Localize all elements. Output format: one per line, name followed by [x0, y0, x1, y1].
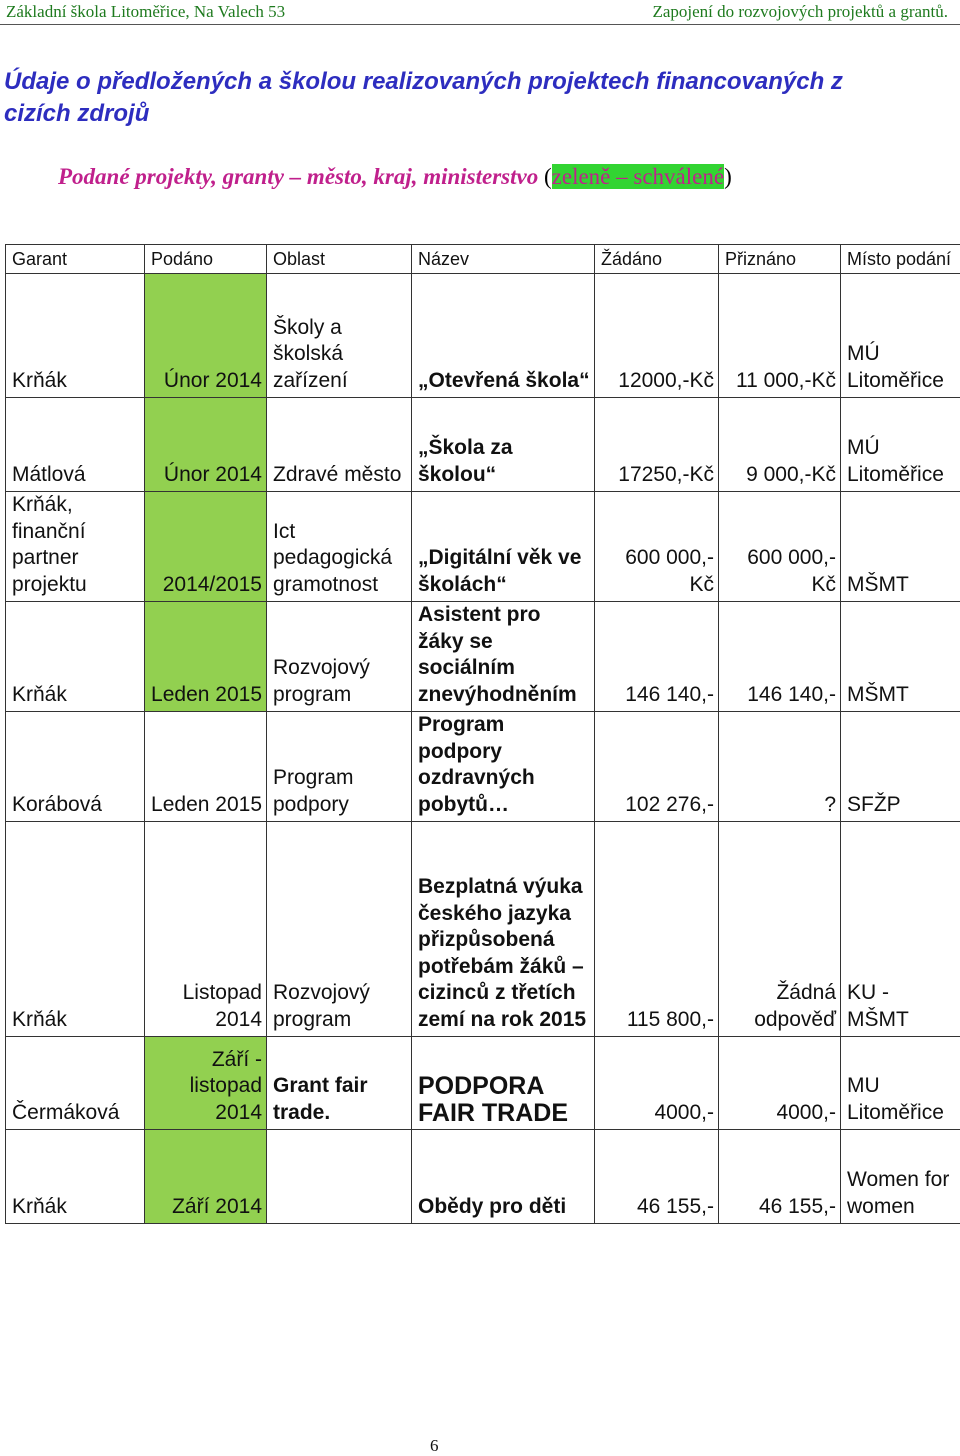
- header-school-name: Základní škola Litoměřice, Na Valech 53: [6, 2, 285, 22]
- column-header-misto: Místo podání: [841, 245, 960, 274]
- table-row: [6, 398, 960, 492]
- column-header-podano: Podáno: [145, 245, 267, 274]
- cell-misto: MU Litoměřice: [841, 1037, 960, 1130]
- cell-priznano: 9 000,-Kč: [719, 398, 841, 492]
- column-header-oblast: Oblast: [267, 245, 412, 274]
- cell-misto: SFŽP: [841, 712, 960, 822]
- cell-podano: 2014/2015: [145, 492, 267, 602]
- cell-zadano: 4000,-: [595, 1037, 719, 1130]
- projects-table: [5, 244, 960, 1224]
- page-number: 6: [430, 1436, 439, 1456]
- cell-garant: Krňák: [6, 274, 145, 398]
- cell-oblast: Ict pedagogická gramotnost: [267, 492, 412, 602]
- page-header: [0, 0, 960, 24]
- cell-nazev: „Digitální věk ve školách“: [412, 492, 595, 602]
- cell-oblast: Program podpory: [267, 712, 412, 822]
- table-row: [6, 274, 960, 398]
- cell-zadano: 102 276,-: [595, 712, 719, 822]
- cell-podano: Září 2014: [145, 1130, 267, 1224]
- cell-zadano: 115 800,-: [595, 822, 719, 1037]
- table-row: [6, 822, 960, 1037]
- cell-oblast: Rozvojový program: [267, 602, 412, 712]
- table-row: [6, 712, 960, 822]
- subtitle-main: Podané projekty, granty – město, kraj, ministerstvo: [58, 164, 538, 189]
- cell-misto: KU - MŠMT: [841, 822, 960, 1037]
- note-approved-highlight: zeleně – schválené: [552, 164, 724, 189]
- document-title: Údaje o předložených a školou realizovaných projektech financovaných z cizích zdrojů: [4, 66, 904, 130]
- cell-oblast: Grant fair trade.: [267, 1037, 412, 1130]
- cell-podano: Leden 2015: [145, 712, 267, 822]
- cell-nazev: Asistent pro žáky se sociálním znevýhodněním: [412, 602, 595, 712]
- cell-priznano: Žádná odpověď: [719, 822, 841, 1037]
- cell-priznano: 146 140,-: [719, 602, 841, 712]
- cell-misto: Women for women: [841, 1130, 960, 1224]
- column-header-nazev: Název: [412, 245, 595, 274]
- cell-garant: Korábová: [6, 712, 145, 822]
- cell-priznano: 4000,-: [719, 1037, 841, 1130]
- cell-misto: MŠMT: [841, 602, 960, 712]
- cell-nazev: „Škola za školou“: [412, 398, 595, 492]
- cell-podano: Září - listopad 2014: [145, 1037, 267, 1130]
- cell-priznano: 600 000,-Kč: [719, 492, 841, 602]
- cell-priznano: 46 155,-: [719, 1130, 841, 1224]
- subtitle-note: [544, 164, 732, 189]
- cell-priznano: 11 000,-Kč: [719, 274, 841, 398]
- cell-zadano: 46 155,-: [595, 1130, 719, 1224]
- cell-zadano: 12000,-Kč: [595, 274, 719, 398]
- cell-zadano: 146 140,-: [595, 602, 719, 712]
- cell-garant: Mátlová: [6, 398, 145, 492]
- cell-garant: Krňák: [6, 602, 145, 712]
- cell-misto: MŠMT: [841, 492, 960, 602]
- cell-misto: MÚ Litoměřice: [841, 274, 960, 398]
- cell-nazev: PODPORA FAIR TRADE: [412, 1037, 595, 1130]
- table-header-row: [6, 245, 960, 274]
- cell-garant: Čermáková: [6, 1037, 145, 1130]
- table-row: [6, 1037, 960, 1130]
- cell-priznano: ?: [719, 712, 841, 822]
- cell-nazev: Obědy pro děti: [412, 1130, 595, 1224]
- cell-zadano: 600 000,-Kč: [595, 492, 719, 602]
- cell-oblast: Rozvojový program: [267, 822, 412, 1037]
- cell-garant: Krňák: [6, 1130, 145, 1224]
- cell-garant: Krňák: [6, 822, 145, 1037]
- cell-oblast: Školy a školská zařízení: [267, 274, 412, 398]
- cell-oblast: [267, 1130, 412, 1224]
- cell-misto: MÚ Litoměřice: [841, 398, 960, 492]
- column-header-zadano: Žádáno: [595, 245, 719, 274]
- cell-garant: Krňák, finanční partner projektu: [6, 492, 145, 602]
- cell-zadano: 17250,-Kč: [595, 398, 719, 492]
- table-row: [6, 1130, 960, 1224]
- cell-nazev: Bezplatná výuka českého jazyka přizpůsobená potřebám žáků – cizinců z třetích zemí na rok 2015: [412, 822, 595, 1037]
- cell-podano: Leden 2015: [145, 602, 267, 712]
- header-divider: [0, 24, 960, 25]
- table-row: [6, 602, 960, 712]
- section-subtitle: [58, 164, 732, 190]
- column-header-priznano: Přiznáno: [719, 245, 841, 274]
- column-header-garant: Garant: [6, 245, 145, 274]
- note-open-paren: (: [544, 164, 552, 189]
- note-close-paren: ): [724, 164, 732, 189]
- table-row: [6, 492, 960, 602]
- cell-podano: Listopad 2014: [145, 822, 267, 1037]
- cell-oblast: Zdravé město: [267, 398, 412, 492]
- header-section-title: Zapojení do rozvojových projektů a grantů.: [652, 2, 948, 22]
- cell-podano: Únor 2014: [145, 274, 267, 398]
- cell-nazev: „Otevřená škola“: [412, 274, 595, 398]
- cell-nazev: Program podpory ozdravných pobytů…: [412, 712, 595, 822]
- cell-podano: Únor 2014: [145, 398, 267, 492]
